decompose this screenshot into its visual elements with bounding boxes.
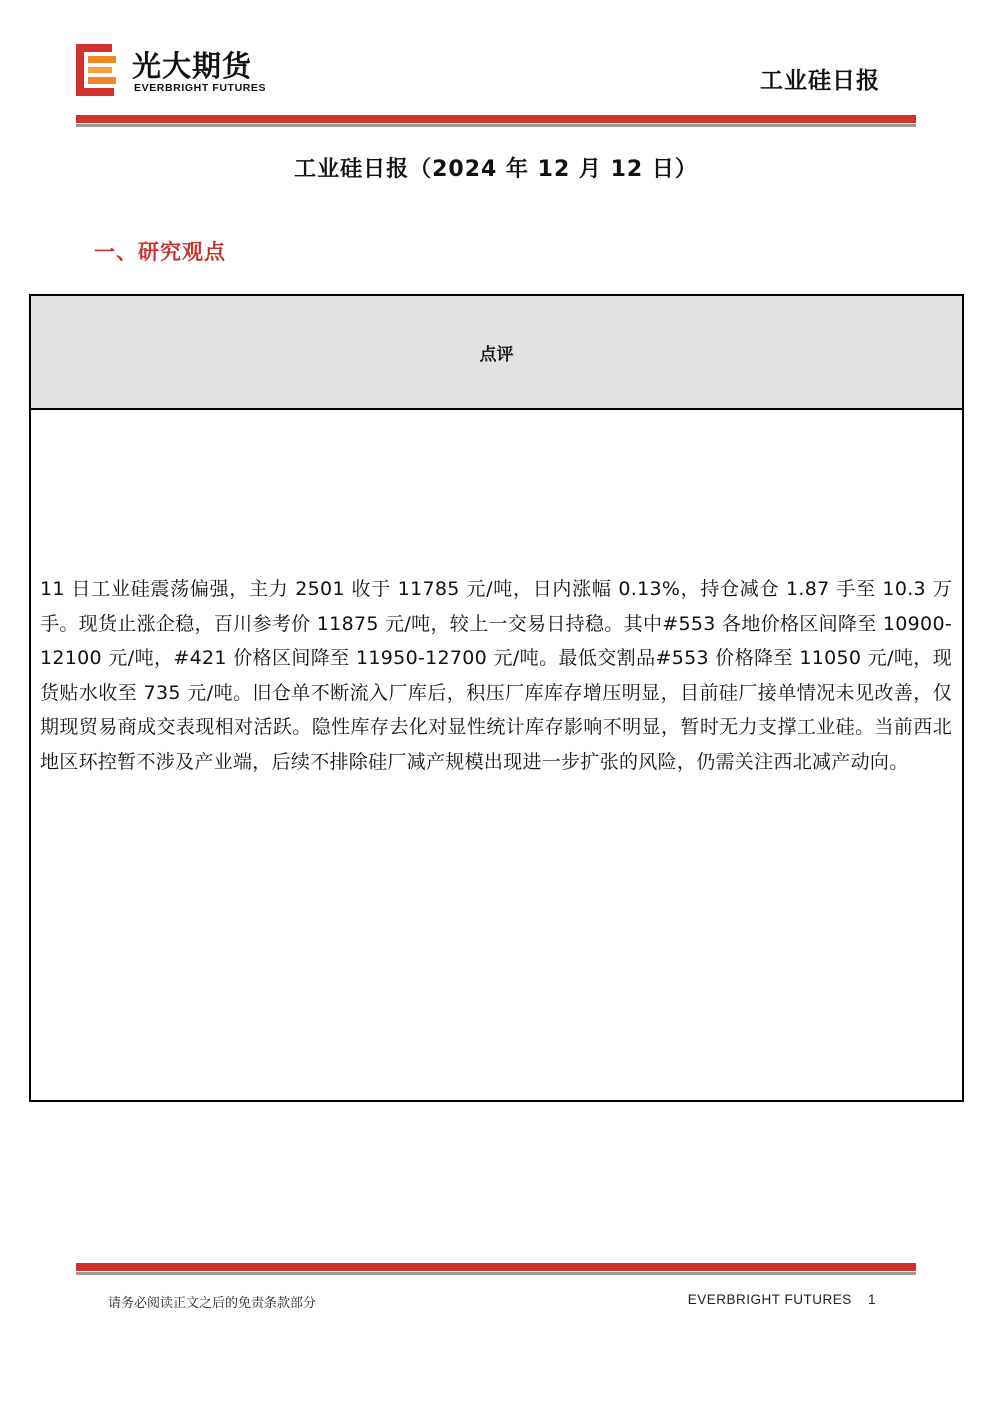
table-header-label: 点评 xyxy=(479,345,514,365)
report-type-label: 工业硅日报 xyxy=(760,68,880,94)
header-rule-red xyxy=(76,115,916,123)
footer-disclaimer: 请务必阅读正文之后的免责条款部分 xyxy=(108,1296,317,1311)
footer-brand xyxy=(688,1292,876,1307)
header-rule-grey xyxy=(76,124,916,127)
footer-rule-grey xyxy=(76,1272,916,1275)
page-number: 1 xyxy=(867,1292,876,1307)
table-header-cell xyxy=(31,296,962,410)
logo-english-name: EVERBRIGHT FUTURES xyxy=(134,82,267,94)
document-title: 工业硅日报（2024 年 12 月 12 日） xyxy=(294,157,698,182)
logo-chinese-name: 光大期货 xyxy=(132,49,253,83)
commentary-text: 11 日工业硅震荡偏强，主力 2501 收于 11785 元/吨，日内涨幅 0.13%，持仓减仓 1.87 手至 10.3 万手。现货止涨企稳，百川参考价 11875 元/吨，较上一交易日持稳。其中#553 各地价格区间降至 10900-12100 元/吨，#421 价格区间降至 11950-12700 元/吨。最低交割品#553 价格降至 11050 元/吨，现货贴水收至 735 元/吨。旧仓单不断流入厂库后，积压厂库库存增压明显，目前硅厂接单情况未见改善，仅期现贸易商成交表现相对活跃。隐性库存去化对显性统计库存影响不明显，暂时无力支撑工业硅。当前西北地区环控暂不涉及产业端，后续不排除硅厂减产规模出现进一步扩张的风险，仍需关注西北减产动向。 xyxy=(40,578,952,773)
section-heading: 一、研究观点 xyxy=(94,240,226,264)
footer-rule-red xyxy=(76,1263,916,1271)
everbright-logo-icon xyxy=(76,44,118,96)
commentary-table xyxy=(29,294,964,1102)
footer-brand-name: EVERBRIGHT FUTURES xyxy=(687,1292,852,1307)
everbright-futures-logo xyxy=(76,42,286,98)
